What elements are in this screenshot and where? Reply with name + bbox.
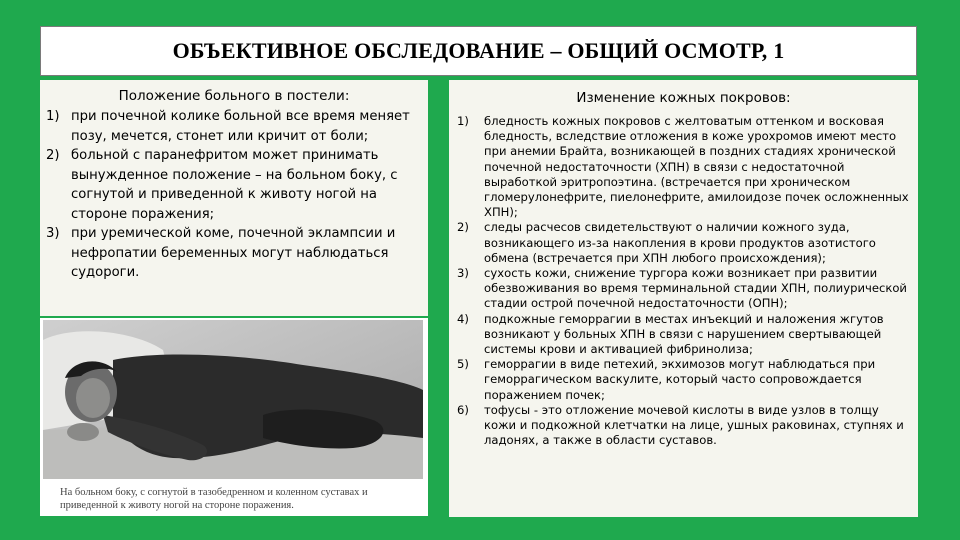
item-number: 5): [457, 357, 469, 372]
slide-title: ОБЪЕКТИВНОЕ ОБСЛЕДОВАНИЕ – ОБЩИЙ ОСМОТР, 1: [172, 38, 785, 63]
item-text: бледность кожных покровов с желтоватым оттенком и восковая бледность, вследствие отложения в коже урохромов имеют место при анемии Брайта, возникающей в поздних стадиях хронической почечной недостаточности (ХПН) в связи с недостаточной выработкой эритропоэтина. (встречается при хроническом гломерулонефрите, пиелонефрите, амилоидозе почек осложненных ХПН);: [484, 114, 909, 220]
list-item: [449, 357, 918, 403]
left-heading: Положение больного в постели:: [118, 88, 350, 104]
item-text: следы расчесов свидетельствуют о наличии кожного зуда, возникающего из-за накопления в крови продуктов азотистого обмена (встречается при ХПН любого происхождения);: [484, 220, 876, 265]
item-text: при уремической коме, почечной эклампсии и нефропатии беременных могут наблюдаться судороги.: [71, 226, 396, 280]
patient-photo: [40, 318, 428, 516]
item-number: 1): [46, 109, 60, 124]
photo-caption: На больном боку, с согнутой в тазобедренном и коленном суставах и приведенной к животу ногой на стороне поражения.: [60, 487, 368, 511]
item-text: больной с паранефритом может принимать вынужденное положение – на больном боку, с согнутой и приведенной к животу ногой на стороне поражения;: [71, 148, 398, 222]
item-number: 6): [457, 402, 469, 417]
list-item: [449, 403, 918, 449]
right-panel: [449, 80, 918, 517]
left-list: [40, 107, 428, 283]
right-list: [449, 114, 918, 448]
patient-photo-image: [43, 320, 423, 479]
list-item: [449, 220, 918, 266]
item-number: 3): [457, 266, 469, 281]
list-item: [449, 312, 918, 358]
list-item: [449, 266, 918, 312]
item-number: 3): [46, 226, 60, 241]
item-number: 4): [457, 311, 469, 326]
list-item: [449, 114, 918, 220]
list-item: [40, 146, 428, 224]
left-panel: [40, 80, 428, 316]
item-number: 2): [457, 220, 469, 235]
title-box: [40, 26, 917, 76]
item-text: при почечной колике больной все время меняет позу, мечется, стонет или кричит от боли;: [71, 109, 410, 144]
item-text: геморрагии в виде петехий, экхимозов могут наблюдаться при геморрагическом васкулите, который часто сопровождается поражением почек;: [484, 357, 876, 402]
item-text: тофусы - это отложение мочевой кислоты в виде узлов в толщу кожи и подкожной клетчатки на лице, ушных раковинах, ступнях и ладонях, а также в области суставов.: [484, 402, 904, 448]
item-number: 2): [46, 148, 60, 163]
item-text: сухость кожи, снижение тургора кожи возникает при развитии обезвоживания во время терминальной стадии ХПН, полиурической стадии острой почечной недостаточности (ОПН);: [484, 266, 907, 311]
item-text: подкожные геморрагии в местах инъекций и наложения жгутов возникают у больных ХПН в связи с нарушением свертывающей системы крови и активацией фибринолиза;: [484, 311, 884, 357]
list-item: [40, 107, 428, 146]
right-heading: Изменение кожных покровов:: [576, 90, 791, 106]
item-number: 1): [457, 114, 469, 128]
list-item: [40, 224, 428, 283]
